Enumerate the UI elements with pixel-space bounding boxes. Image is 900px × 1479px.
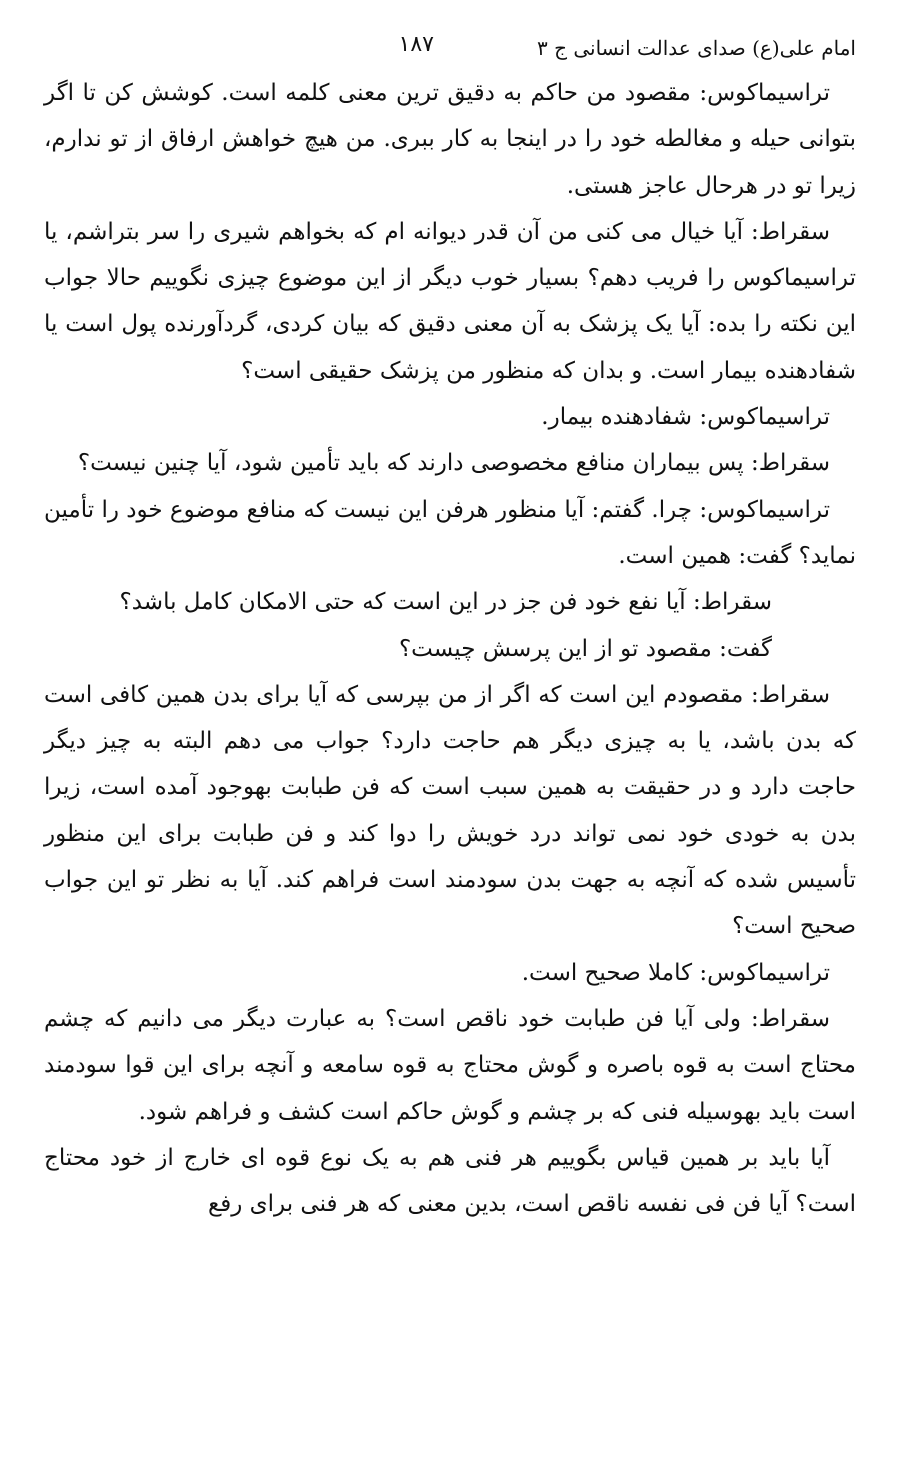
paragraph-socrates-1: سقراط: آیا خیال می کنی من آن قدر دیوانه ام که بخواهم شیری را سر بتراشم، یا تراسیماکوس را فریب دهم؟ بسیار خوب دیگر از این موضوع چیزی نگوییم حالا جواب این نکته را بده: آیا یک پزشک به آن معنی دقیق که بیان کردی، گردآورنده پول است یا شفادهنده بیمار است. و بدان که منظور من پزشک حقیقی است؟ <box>44 218 856 384</box>
paragraph-socrates-4: سقراط: مقصودم این است که اگر از من بپرسی که آیا برای بدن همین کافی است که بدن باشد، یا به چیزی دیگر هم حاجت دارد؟ جواب می دهم البته به چیز دیگر حاجت دارد و در حقیقت به همین سبب است که فن طبابت بهوجود آمده است، زیرا بدن به خودی خود نمی تواند درد خویش را دوا کند و فن طبابت برای این منظور تأسیس شده که آنچه به جهت بدن سودمند است فراهم کند. آیا به نظر تو این جواب صحیح است؟ <box>44 681 856 940</box>
paragraph-thrasymachus-2: تراسیماکوس: شفادهنده بیمار. <box>541 404 830 431</box>
page-number: ۱۸۷ <box>398 32 434 57</box>
paragraph-socrates-2: سقراط: پس بیماران منافع مخصوصی دارند که باید تأمین شود، آیا چنین نیست؟ <box>77 450 830 477</box>
paragraph-socrates-3: سقراط: آیا نفع خود فن جز در این است که حتی الامکان کامل باشد؟ <box>119 589 772 616</box>
paragraph-thrasymachus-3: تراسیماکوس: چرا. گفتم: آیا منظور هرفن این نیست که منافع موضوع خود را تأمین نماید؟ گفت: همین است. <box>43 496 856 569</box>
paragraph-thrasymachus-4: تراسیماکوس: کاملا صحیح است. <box>521 959 830 986</box>
paragraph-socrates-5: سقراط: ولی آیا فن طبابت خود ناقص است؟ به عبارت دیگر می دانیم که چشم محتاج است به قوه باصره و گوش محتاج به قوه سامعه و آنچه برای این قوا سودمند است باید بهوسیله فنی که بر چشم و گوش حاکم است کشف و فراهم شود. <box>44 1005 856 1125</box>
paragraph-question: آیا باید بر همین قیاس بگوییم هر فنی هم به یک نوع قوه ای خارج از خود محتاج است؟ آیا فن فی نفسه ناقص است، بدین معنی که هر فنی برای رفع <box>44 1144 856 1218</box>
running-title: امام علی(ع) صدای عدالت انسانی ج ۳ <box>536 36 856 60</box>
paragraph-said-1: گفت: مقصود تو از این پرسش چیست؟ <box>398 635 772 662</box>
page-header <box>44 30 856 70</box>
paragraph-thrasymachus-1: تراسیماکوس: مقصود من حاکم به دقیق ترین معنی کلمه است. کوشش کن تا اگر بتوانی حیله و مغالطه خود را در اینجا به کار ببری. من هیچ خواهش ارفاق از تو ندارم، زیرا تو در هرحال عاجز هستی. <box>44 80 856 199</box>
body-text <box>44 70 856 1227</box>
